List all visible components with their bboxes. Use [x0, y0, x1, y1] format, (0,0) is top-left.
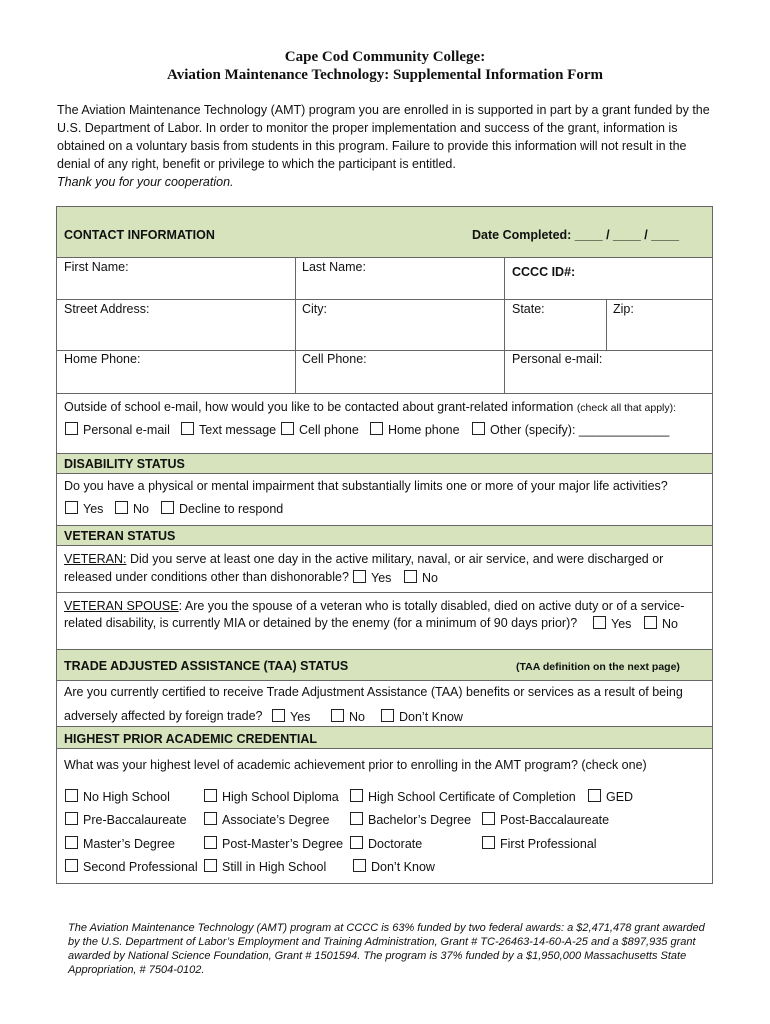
- veteran-heading: VETERAN STATUS: [64, 529, 176, 543]
- disability-option-decline[interactable]: Decline to respond: [161, 501, 283, 516]
- checkbox-icon[interactable]: [181, 422, 194, 435]
- academic-option-still-in-high-school[interactable]: Still in High School: [204, 859, 326, 874]
- veteran-section-header: [57, 525, 712, 546]
- academic-question: What was your highest level of academic achievement prior to enrolling in the AMT program? (check one): [64, 758, 647, 772]
- taa-option-no[interactable]: No: [331, 709, 365, 724]
- contact-section-header: [57, 207, 712, 258]
- academic-option-pre-baccalaureate[interactable]: Pre-Baccalaureate: [65, 812, 187, 827]
- intro-paragraph: The Aviation Maintenance Technology (AMT) program you are enrolled in is supported in part by a grant funded by the U.S. Department of Labor. In order to monitor the proper implementation and success of the grant, information is obtained on a voluntary basis from students in this program. Failure to provide this information will not result in the denial of any right, benefit or privilege to which the participant is entitled.: [57, 103, 710, 171]
- checkbox-icon[interactable]: [381, 709, 394, 722]
- form-title-line-1: Cape Cod Community College:: [284, 49, 486, 65]
- academic-option-dont-know[interactable]: Don’t Know: [353, 859, 435, 874]
- checkbox-icon[interactable]: [161, 501, 174, 514]
- academic-option-no-high-school[interactable]: No High School: [65, 789, 170, 804]
- checkbox-icon[interactable]: [350, 812, 363, 825]
- taa-heading: TRADE ADJUSTED ASSISTANCE (TAA) STATUS: [64, 659, 349, 673]
- taa-question-line-1: Are you currently certified to receive Trade Adjustment Assistance (TAA) benefits or services as a result of being: [64, 685, 683, 699]
- academic-option-second-professional[interactable]: Second Professional: [65, 859, 198, 874]
- disability-option-yes[interactable]: Yes: [65, 501, 103, 516]
- academic-option-first-professional[interactable]: First Professional: [482, 836, 597, 851]
- date-completed-field[interactable]: Date Completed: ____ / ____ / ____: [472, 228, 680, 242]
- checkbox-icon[interactable]: [350, 789, 363, 802]
- first-name-field[interactable]: First Name:: [64, 260, 129, 274]
- funding-footnote: The Aviation Maintenance Technology (AMT) program at CCCC is 63% funded by two federal awards: a $2,471,478 grant awarded by the U.S. Department of Labor’s Employment and Training Administration, Grant # TC-26463-14-60-A-25 and a $897,935 grant awarded by National Science Foundation, Grant # 1501594. The program is 37% funded by a $1,950,000 Massachusetts State Appropriation, # 7504-0102.: [68, 922, 705, 976]
- academic-option-post-masters[interactable]: Post-Master’s Degree: [204, 836, 343, 851]
- cccc-id-field[interactable]: CCCC ID#:: [512, 265, 576, 279]
- disability-heading: DISABILITY STATUS: [64, 457, 185, 471]
- contact-option-text-message[interactable]: Text message: [181, 422, 276, 437]
- checkbox-icon[interactable]: [281, 422, 294, 435]
- taa-note: (TAA definition on the next page): [516, 661, 680, 673]
- academic-option-doctorate[interactable]: Doctorate: [350, 836, 422, 851]
- personal-email-field[interactable]: Personal e-mail:: [512, 352, 603, 366]
- taa-section-header: [57, 649, 712, 681]
- veteran-spouse-option-no[interactable]: No: [644, 616, 678, 631]
- contact-option-cell-phone[interactable]: Cell phone: [281, 422, 359, 437]
- cell-phone-field[interactable]: Cell Phone:: [302, 352, 367, 366]
- checkbox-icon[interactable]: [404, 570, 417, 583]
- checkbox-icon[interactable]: [353, 859, 366, 872]
- checkbox-icon[interactable]: [350, 836, 363, 849]
- veteran-question-line-2: released under conditions other than dishonorable?: [64, 570, 349, 584]
- academic-option-ged[interactable]: GED: [588, 789, 633, 804]
- disability-section-header: [57, 453, 712, 474]
- veteran-spouse-option-yes[interactable]: Yes: [593, 616, 631, 631]
- academic-option-associates[interactable]: Associate’s Degree: [204, 812, 329, 827]
- contact-option-personal-email[interactable]: Personal e-mail: [65, 422, 170, 437]
- checkbox-icon[interactable]: [482, 812, 495, 825]
- contact-preference-question: Outside of school e-mail, how would you like to be contacted about grant-related information (check all that apply):: [64, 400, 677, 414]
- checkbox-icon[interactable]: [204, 789, 217, 802]
- last-name-field[interactable]: Last Name:: [302, 260, 366, 274]
- contact-option-home-phone[interactable]: Home phone: [370, 422, 460, 437]
- academic-heading: HIGHEST PRIOR ACADEMIC CREDENTIAL: [64, 732, 318, 746]
- supplemental-form: [56, 206, 713, 884]
- contact-heading: CONTACT INFORMATION: [64, 228, 215, 242]
- checkbox-icon[interactable]: [644, 616, 657, 629]
- academic-option-bachelors[interactable]: Bachelor’s Degree: [350, 812, 471, 827]
- checkbox-icon[interactable]: [65, 789, 78, 802]
- veteran-spouse-question-line-1: VETERAN SPOUSE: Are you the spouse of a veteran who is totally disabled, died on active duty or of a service-: [64, 599, 685, 613]
- checkbox-icon[interactable]: [65, 422, 78, 435]
- academic-option-high-school-diploma[interactable]: High School Diploma: [204, 789, 339, 804]
- academic-option-hs-certificate[interactable]: High School Certificate of Completion: [350, 789, 576, 804]
- checkbox-icon[interactable]: [482, 836, 495, 849]
- checkbox-icon[interactable]: [65, 812, 78, 825]
- checkbox-icon[interactable]: [370, 422, 383, 435]
- zip-field[interactable]: Zip:: [613, 302, 634, 316]
- checkbox-icon[interactable]: [204, 836, 217, 849]
- taa-option-yes[interactable]: Yes: [272, 709, 310, 724]
- city-field[interactable]: City:: [302, 302, 327, 316]
- intro-text: [57, 101, 717, 191]
- academic-section-header: [57, 726, 712, 749]
- checkbox-icon[interactable]: [65, 501, 78, 514]
- checkbox-icon[interactable]: [353, 570, 366, 583]
- taa-question-line-2: adversely affected by foreign trade?: [64, 709, 263, 723]
- veteran-question-line-1: VETERAN: Did you serve at least one day in the active military, naval, or air service, and were discharged or: [64, 552, 664, 566]
- street-address-field[interactable]: Street Address:: [64, 302, 150, 316]
- veteran-spouse-question-line-2: related disability, is currently MIA or detained by the enemy (for a minimum of 90 days prior)?: [64, 616, 578, 630]
- veteran-option-no[interactable]: No: [404, 570, 438, 585]
- form-title-line-2: Aviation Maintenance Technology: Supplemental Information Form: [167, 67, 603, 83]
- checkbox-icon[interactable]: [204, 859, 217, 872]
- checkbox-icon[interactable]: [65, 836, 78, 849]
- disability-question: Do you have a physical or mental impairment that substantially limits one or more of your major life activities?: [64, 479, 668, 493]
- checkbox-icon[interactable]: [588, 789, 601, 802]
- checkbox-icon[interactable]: [65, 859, 78, 872]
- academic-option-post-baccalaureate[interactable]: Post-Baccalaureate: [482, 812, 609, 827]
- intro-thanks: Thank you for your cooperation.: [57, 175, 234, 189]
- state-field[interactable]: State:: [512, 302, 545, 316]
- checkbox-icon[interactable]: [331, 709, 344, 722]
- disability-option-no[interactable]: No: [115, 501, 149, 516]
- checkbox-icon[interactable]: [115, 501, 128, 514]
- academic-option-masters[interactable]: Master’s Degree: [65, 836, 175, 851]
- checkbox-icon[interactable]: [472, 422, 485, 435]
- taa-option-dont-know[interactable]: Don’t Know: [381, 709, 463, 724]
- checkbox-icon[interactable]: [593, 616, 606, 629]
- contact-option-other[interactable]: Other (specify): _____________: [472, 422, 669, 437]
- home-phone-field[interactable]: Home Phone:: [64, 352, 141, 366]
- veteran-option-yes[interactable]: Yes: [353, 570, 391, 585]
- checkbox-icon[interactable]: [204, 812, 217, 825]
- checkbox-icon[interactable]: [272, 709, 285, 722]
